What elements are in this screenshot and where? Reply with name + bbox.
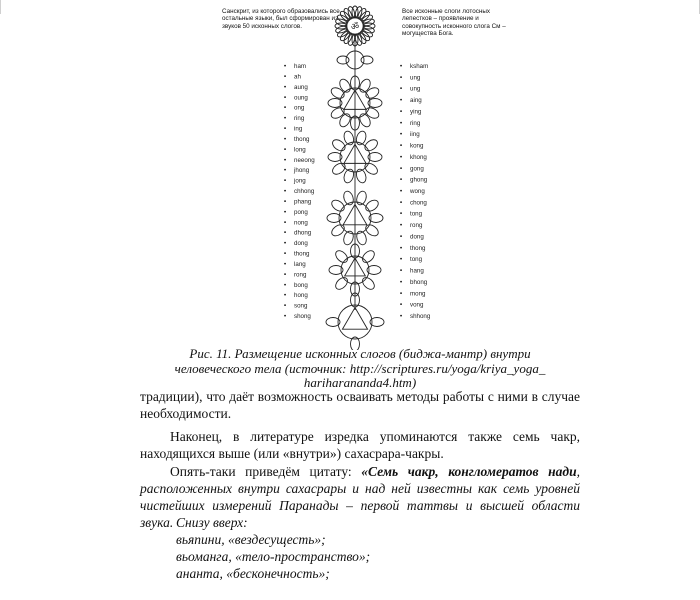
sanskrit-glyph-icon: • <box>283 197 287 206</box>
sanskrit-glyph-icon: • <box>399 198 403 207</box>
bija-right-label: thong <box>410 244 426 252</box>
bija-right-label: mong <box>410 290 426 298</box>
list-item: ананта, «бесконечность»; <box>176 566 330 581</box>
bija-right-label: wong <box>410 188 425 195</box>
om-symbol: ॐ <box>350 22 360 33</box>
bija-right-label: dong <box>410 233 424 241</box>
sanskrit-glyph-icon: • <box>399 300 403 309</box>
sanskrit-glyph-icon: • <box>399 164 403 173</box>
bija-right-label: tong <box>410 210 423 218</box>
bija-left-label: ong <box>294 104 305 112</box>
bija-left-label: bong <box>294 281 308 289</box>
sanskrit-glyph-icon: • <box>399 84 403 93</box>
sanskrit-glyph-icon: • <box>283 72 287 81</box>
sanskrit-glyph-icon: • <box>399 209 403 218</box>
bija-right-label: kong <box>410 142 424 150</box>
bija-right-label: ying <box>410 108 422 116</box>
sanskrit-glyph-icon: • <box>283 124 287 133</box>
bija-right-label: chong <box>410 199 427 207</box>
bija-left-label: rong <box>294 271 307 279</box>
sanskrit-glyph-icon: • <box>399 96 403 105</box>
figure-note-right: Все исконные слоги лотосных лепестков – проявление и совокупность исконного слога См – могущества Бога. <box>402 8 506 38</box>
list-item: вьоманга, «тело-пространство»; <box>176 549 371 564</box>
sanskrit-glyph-icon: • <box>283 207 287 216</box>
sanskrit-glyph-icon: • <box>399 312 403 320</box>
bija-right-label: gong <box>410 165 424 173</box>
paragraph-continuation: традиции), что даёт возможность осваивать методы работы с ними в случае необходимости. <box>140 389 580 421</box>
bija-left-label: shong <box>294 313 311 320</box>
bija-left-label: lang <box>294 260 306 268</box>
sanskrit-glyph-icon: • <box>283 187 287 195</box>
sanskrit-glyph-icon: • <box>283 166 287 175</box>
yantra-triangle <box>342 308 367 330</box>
crown-petal <box>352 6 358 18</box>
sanskrit-glyph-icon: • <box>283 134 287 143</box>
bija-left-label: ing <box>294 125 303 133</box>
sanskrit-glyph-icon: • <box>283 312 287 320</box>
sanskrit-glyph-icon: • <box>399 118 403 127</box>
sanskrit-glyph-icon: • <box>283 228 287 237</box>
bija-left-label: aung <box>294 83 308 91</box>
bija-right-label: bhong <box>410 278 428 286</box>
sanskrit-glyph-icon: • <box>283 62 287 70</box>
sanskrit-glyph-icon: • <box>399 243 403 252</box>
sanskrit-glyph-icon: • <box>399 130 403 139</box>
quote-bold: «Семь чакр, конгломератов нади <box>361 464 577 479</box>
bija-left-label: song <box>294 302 308 310</box>
sanskrit-glyph-icon: • <box>283 270 287 279</box>
bija-right-label: shhong <box>410 313 431 320</box>
sanskrit-glyph-icon: • <box>283 259 287 268</box>
sanskrit-glyph-icon: • <box>399 221 403 230</box>
bija-right-label: hang <box>410 267 424 275</box>
bija-left-label: neeong <box>294 156 315 164</box>
figure-note-left: Санскрит, из которого образовались все остальные языки, был сформирован из звуков 50 исконных слогов. <box>222 8 340 30</box>
page-edge-left <box>0 0 1 14</box>
list-intro: Снизу вверх: <box>176 515 248 530</box>
bija-right-label: aing <box>410 97 422 105</box>
sanskrit-glyph-icon: • <box>399 73 403 82</box>
bija-left-label: jong <box>294 177 306 185</box>
sanskrit-glyph-icon: • <box>399 255 403 264</box>
bija-left-label: phang <box>294 198 312 206</box>
bija-left-label: long <box>294 146 306 154</box>
lotus-petal <box>333 275 349 291</box>
sanskrit-glyph-icon: • <box>283 301 287 310</box>
bija-left-label: ring <box>294 115 305 123</box>
lotus-petal <box>360 248 376 264</box>
sanskrit-glyph-icon: • <box>399 232 403 241</box>
sanskrit-glyph-icon: • <box>399 62 403 70</box>
sanskrit-glyph-icon: • <box>399 266 403 275</box>
lotus-petal <box>333 248 349 264</box>
bija-left-label: ham <box>294 63 307 70</box>
bija-left-label: hong <box>294 292 308 300</box>
sanskrit-glyph-icon: • <box>283 155 287 164</box>
sanskrit-glyph-icon: • <box>283 249 287 258</box>
bija-right-label: ring <box>410 119 421 127</box>
sanskrit-glyph-icon: • <box>283 176 287 185</box>
sanskrit-glyph-icon: • <box>399 107 403 116</box>
sanskrit-glyph-icon: • <box>399 152 403 161</box>
bija-right-label: vong <box>410 301 424 309</box>
bija-left-label: dong <box>294 240 308 248</box>
crown-petal <box>335 23 347 29</box>
bija-left-label: jhong <box>294 167 310 175</box>
crown-petal <box>363 23 375 29</box>
chakra-figure <box>260 0 460 350</box>
bija-right-label: ung <box>410 74 421 82</box>
bija-right-label: ung <box>410 85 421 93</box>
sanskrit-glyph-icon: • <box>399 141 403 150</box>
bija-right-label: tong <box>410 256 423 264</box>
bija-left-label: thong <box>294 250 310 258</box>
bija-left-label: chhong <box>294 188 315 195</box>
quote-lead: Опять-таки приведём цитату: <box>170 464 362 479</box>
bija-right-label: khong <box>410 153 427 161</box>
sanskrit-glyph-icon: • <box>283 280 287 289</box>
sanskrit-glyph-icon: • <box>283 239 287 248</box>
bija-right-label: ghong <box>410 176 428 184</box>
bija-right-label: iing <box>410 131 420 139</box>
lotus-petal <box>360 275 376 291</box>
sanskrit-glyph-icon: • <box>283 218 287 227</box>
bija-right-label: rong <box>410 222 423 230</box>
sanskrit-glyph-icon: • <box>399 289 403 298</box>
bija-left-label: pong <box>294 208 308 216</box>
sanskrit-glyph-icon: • <box>283 82 287 91</box>
quote-rest: , расположенных внутри сахасрары и над ней известны как семь уровней чистейших измерений Паранады – первой таттвы и высшей области звука. <box>140 464 580 530</box>
bija-left-label: dhong <box>294 229 312 237</box>
sanskrit-glyph-icon: • <box>399 175 403 184</box>
sanskrit-glyph-icon: • <box>283 291 287 300</box>
list-item: вьяпини, «вездесущесть»; <box>176 532 326 547</box>
sanskrit-glyph-icon: • <box>283 114 287 123</box>
bija-right-label: ksham <box>410 63 429 70</box>
sanskrit-glyph-icon: • <box>399 277 403 286</box>
sanskrit-glyph-icon: • <box>283 145 287 154</box>
brow-petal <box>361 56 373 64</box>
bija-left-label: nong <box>294 219 308 227</box>
figure-caption: Рис. 11. Размещение исконных слогов (биджа-мантр) внутри человеческого тела (источник: http://scriptures.ru/yoga/kriya_yoga_ hariharananda4.htm) <box>174 346 546 390</box>
bija-left-label: oung <box>294 94 308 102</box>
brow-petal <box>337 56 349 64</box>
lotus-petal <box>364 198 381 214</box>
bija-left-label: ah <box>294 73 301 81</box>
sanskrit-glyph-icon: • <box>399 187 403 195</box>
lotus-petal <box>330 198 347 214</box>
chakra-circle <box>338 305 372 339</box>
sanskrit-glyph-icon: • <box>283 93 287 102</box>
bija-left-label: thong <box>294 135 310 143</box>
sanskrit-glyph-icon: • <box>283 103 287 112</box>
paragraph-seven-chakras: Наконец, в литературе изредка упоминаются также семь чакр, находящихся выше (или «внутри») сахасрара-чакры. <box>140 429 580 461</box>
